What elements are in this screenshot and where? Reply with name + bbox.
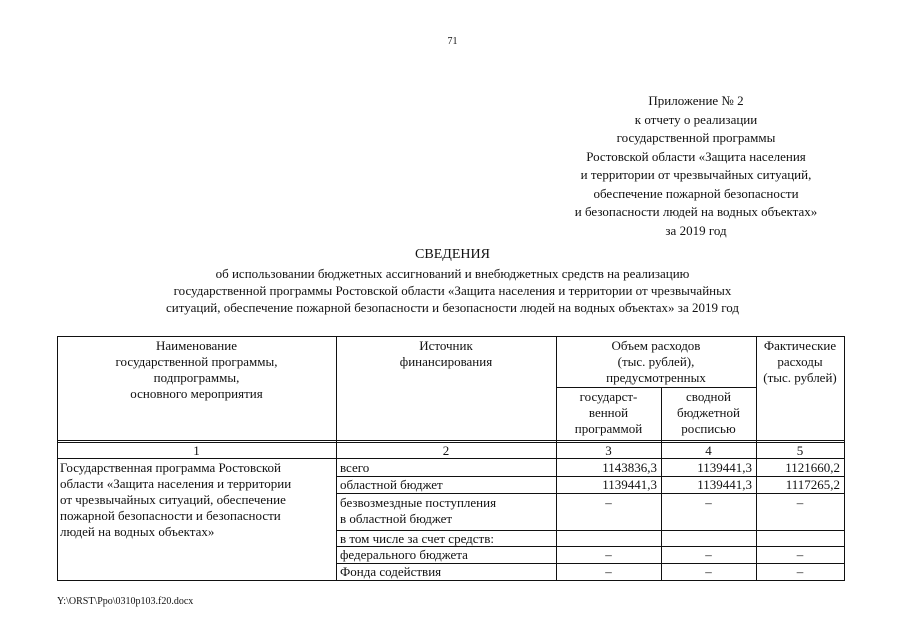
appendix-line: и безопасности людей на водных объектах» (574, 204, 818, 219)
planned-cell: – (605, 547, 612, 562)
col-number: 5 (796, 443, 804, 458)
planned-cell: – (605, 495, 612, 510)
subtitle-line: об использовании бюджетных ассигнований и внебюджетных средств на реализацию (215, 266, 690, 281)
appendix-line: и территории от чрезвычайных ситуаций, (580, 167, 812, 182)
document-subtitle (90, 265, 815, 316)
col-number: 1 (193, 443, 200, 458)
actual-cell: – (796, 495, 804, 510)
appendix-line: обеспечение пожарной безопасности (593, 185, 799, 201)
page-number: 71 (447, 36, 458, 47)
header-name: Наименование государственной программы, подпрограммы, основного мероприятия (115, 338, 278, 401)
actual-cell: 1117265,2 (785, 477, 840, 492)
footer-file-path: Y:\ORST\Ppo\0310p103.f20.docx (57, 596, 194, 607)
budget-cell: 1139441,3 (697, 477, 752, 492)
planned-cell: – (605, 564, 612, 579)
appendix-line: к отчету о реализации (634, 111, 758, 127)
document-title: СВЕДЕНИЯ (415, 247, 490, 262)
actual-cell: – (796, 564, 804, 579)
appendix-line: Ростовской области «Защита населения (586, 148, 806, 164)
appendix-line: Приложение № 2 (648, 93, 744, 108)
source-cell: Фонда содействия (340, 564, 442, 579)
subtitle-line: государственной программы Ростовской области «Защита населения и территории от чрезвычайных (173, 283, 732, 298)
header-budget: сводной бюджетной росписью (677, 389, 740, 436)
header-actual: Фактические расходы (тыс. рублей) (763, 338, 837, 385)
budget-cell: 1139441,3 (697, 460, 752, 475)
actual-cell: – (796, 547, 804, 562)
header-volume: Объем расходов (тыс. рублей), предусмотренных (606, 338, 706, 385)
source-cell: областной бюджет (340, 477, 443, 492)
planned-cell: 1139441,3 (602, 477, 657, 492)
header-program: государст- венной программой (574, 389, 643, 436)
appendix-line: за 2019 год (665, 222, 727, 238)
planned-cell: 1143836,3 (602, 460, 657, 475)
appendix-block (548, 92, 844, 240)
program-name: Государственная программа Ростовской области «Защита населения и территории от чрезвычайных ситуаций, обеспечение пожарной безопасности и безопасности людей на водных объектах» (60, 460, 292, 539)
source-cell: федерального бюджета (340, 547, 468, 562)
source-cell: безвозмездные поступления в областной бюджет (340, 495, 497, 526)
col-number: 2 (442, 443, 450, 458)
source-cell: всего (340, 460, 370, 475)
appendix-line: государственной программы (616, 130, 776, 145)
budget-cell: – (705, 547, 712, 562)
budget-cell: – (705, 564, 712, 579)
source-cell: в том числе за счет средств: (340, 531, 494, 546)
budget-cell: – (705, 495, 712, 510)
col-number: 4 (705, 443, 712, 458)
header-source: Источник финансирования (399, 338, 493, 369)
actual-cell: 1121660,2 (785, 460, 840, 475)
col-number: 3 (605, 443, 612, 458)
subtitle-line: ситуаций, обеспечение пожарной безопасности и безопасности людей на водных объектах» за 2019 год (166, 300, 739, 315)
